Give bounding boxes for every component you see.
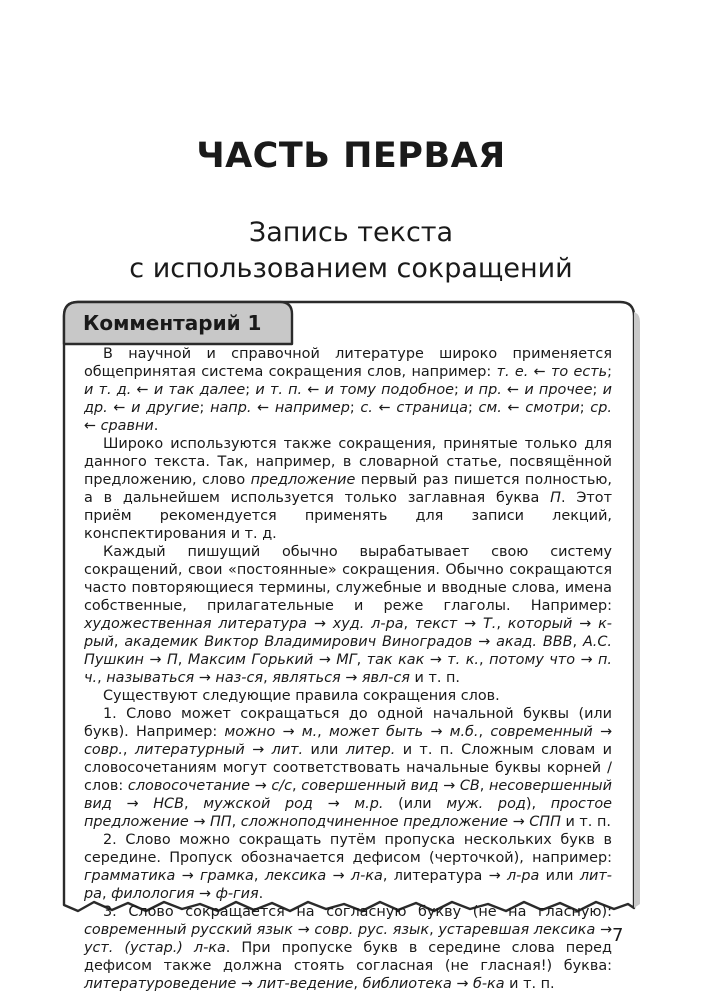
paragraph-text: Широко используются также сокращения, принятые только для данного текста. Так, например, в словарной статье, посвящённой предложению, слово	[84, 436, 612, 488]
italic-example: и пр. ← и прочее	[464, 382, 593, 398]
paragraph-text: (или	[383, 796, 447, 812]
italic-example: являться → явл-ся	[272, 670, 410, 686]
italic-example: может быть → м.б.	[328, 724, 479, 740]
italic-example: современный русский язык → совр. рус. язык	[84, 922, 430, 938]
paragraph-text: 1. Слово может сокращаться до одной начальной буквы (или букв). Например:	[84, 706, 612, 740]
italic-example: и др. ← и другие	[84, 382, 612, 416]
italic-example: литературоведение → лит-ведение	[84, 976, 354, 992]
italic-example: устаревшая лексика → уст. (устар.) л-ка	[84, 922, 613, 956]
italic-example: филология → ф-гия	[111, 886, 259, 902]
paragraph-text: 2. Слово можно сокращать путём пропуска нескольких букв в середине. Пропуск обозначается дефисом (черточкой), например:	[84, 832, 612, 866]
paragraph-text: ),	[525, 796, 551, 812]
italic-example: называться → наз-ся	[106, 670, 264, 686]
italic-example: муж. род	[446, 796, 526, 812]
paragraph-text: ,	[122, 742, 135, 758]
paragraph-text: .	[258, 886, 264, 902]
italic-example: совершенный вид → СВ	[301, 778, 480, 794]
paragraph-text: ,	[177, 652, 188, 668]
paragraph-text: ;	[607, 364, 613, 380]
paragraph-text: . При пропуске букв в середине слова перед дефисом также должна стоять согласная (не гласная!) буква:	[84, 940, 612, 974]
italic-example: несовершенный вид → НСВ	[84, 778, 612, 812]
comment-paragraph	[84, 831, 612, 903]
paragraph-text: ;	[199, 400, 211, 416]
italic-example: → л-ра	[488, 868, 540, 884]
subtitle-line-1: Запись текста	[248, 217, 454, 248]
italic-example: предложение	[250, 472, 356, 488]
paragraph-text: ;	[592, 382, 603, 398]
comment-paragraph	[84, 345, 612, 435]
paragraph-text: ,	[479, 652, 490, 668]
italic-example: можно → м.	[224, 724, 318, 740]
paragraph-text: ,	[478, 724, 491, 740]
italic-example: текст → Т.	[414, 616, 497, 632]
paragraph-text: и т. п.	[560, 814, 611, 830]
paragraph-text: или	[539, 868, 580, 884]
paragraph-text: . Этот приём рекомендуется применять для записи лекций, конспектирования и т. д.	[84, 490, 612, 542]
paragraph-text: ,	[356, 652, 367, 668]
paragraph-text: ,	[263, 670, 273, 686]
italic-example: и т. д. ← и так далее	[84, 382, 246, 398]
italic-example: лексика → л-ка	[264, 868, 383, 884]
paragraph-text: ,	[113, 634, 125, 650]
part-title: ЧАСТЬ ПЕРВАЯ	[196, 136, 506, 176]
paragraph-text: ;	[453, 382, 465, 398]
italic-example: А.С. Пушкин → П	[84, 634, 612, 668]
paragraph-text: ,	[253, 868, 265, 884]
italic-example: с. ← страница	[360, 400, 468, 416]
comment-paragraph	[84, 435, 612, 543]
italic-example: литературный → лит.	[134, 742, 304, 758]
paragraph-text: ;	[467, 400, 479, 416]
paragraph-text: и т. п. Сложным словам и словосочетаниям могут соответствовать начальные буквы корней / слов:	[84, 742, 612, 794]
italic-example: и т. п. ← и тому подобное	[255, 382, 454, 398]
comment-body	[84, 345, 612, 993]
comment-label: Комментарий 1	[83, 311, 262, 335]
paragraph-text: и т. п.	[409, 670, 460, 686]
italic-example: библиотека → б-ка	[362, 976, 505, 992]
paragraph-text: ;	[245, 382, 256, 398]
italic-example: ср. ← сравни	[84, 400, 612, 434]
italic-example: см. ← смотри	[478, 400, 580, 416]
italic-example: словосочетание → с/с	[127, 778, 293, 794]
paragraph-text: ;	[579, 400, 591, 416]
paragraph-text: .	[153, 418, 159, 434]
italic-example: т. е. ← то есть	[496, 364, 608, 380]
paragraph-text: первый раз пишется полностью, а в дальнейшем используется только заглавная буква	[84, 472, 612, 506]
paragraph-text: ,	[496, 616, 508, 632]
paragraph-text: ,	[183, 796, 204, 812]
italic-example: напр. ← например	[210, 400, 350, 416]
comment-paragraph	[84, 705, 612, 831]
paragraph-text: ,	[97, 670, 107, 686]
italic-example: сложноподчиненное предложение → СПП	[240, 814, 561, 830]
paragraph-text: Каждый пишущий обычно вырабатывает свою систему сокращений, свои «постоянные» сокращения. Обычно сокращаются часто повторяющиеся термины, служебные и вводные слова, имена собственные, прилагательные и реже глаголы. Например:	[84, 544, 612, 614]
comment-paragraph	[84, 687, 612, 705]
page-number: 7	[612, 925, 624, 946]
paragraph-text: ,	[429, 922, 439, 938]
paragraph-text: ,	[403, 616, 415, 632]
paragraph-text: ;	[349, 400, 361, 416]
paragraph-text: и т. п.	[504, 976, 555, 992]
comment-paragraph	[84, 903, 612, 993]
italic-example: академик Виктор Владимирович Виноградов → акад. ВВВ	[124, 634, 573, 650]
comment-paragraph	[84, 543, 612, 687]
italic-example: П	[550, 490, 561, 506]
italic-example: Максим Горький → МГ	[187, 652, 357, 668]
italic-example: лит-ра	[84, 868, 612, 902]
paragraph-text: ,	[317, 724, 329, 740]
italic-example: мужской род → м.р.	[203, 796, 384, 812]
paragraph-text: или	[303, 742, 346, 758]
italic-example: простое предложение → ПП	[84, 796, 613, 830]
italic-example: литер.	[345, 742, 396, 758]
paragraph-text: ,	[292, 778, 302, 794]
paragraph-text: В научной и справочной литературе широко применяется общепринятая система сокращения слов, например:	[84, 346, 612, 380]
paragraph-text: ,	[101, 886, 112, 902]
paragraph-text: ,	[353, 976, 363, 992]
italic-example: так как → т. к.	[366, 652, 479, 668]
italic-example: грамматика → грамка	[84, 868, 254, 884]
italic-example: современный → совр.	[84, 724, 613, 758]
paragraph-text: ,	[479, 778, 489, 794]
paragraph-text: , литература	[382, 868, 489, 884]
paragraph-text: 3. Слово сокращается на согласную букву (не на гласную):	[103, 904, 612, 920]
paragraph-text: Существуют следующие правила сокращения слов.	[103, 688, 500, 704]
italic-example: который → к-рый	[84, 616, 612, 650]
italic-example: потому что → п. ч.	[84, 652, 612, 686]
subtitle-line-2: с использованием сокращений	[129, 253, 573, 284]
paragraph-text: ,	[231, 814, 241, 830]
comment-box-shadow	[634, 312, 640, 908]
paragraph-text: ,	[572, 634, 583, 650]
italic-example: художественная литература → худ. л-ра	[84, 616, 404, 632]
